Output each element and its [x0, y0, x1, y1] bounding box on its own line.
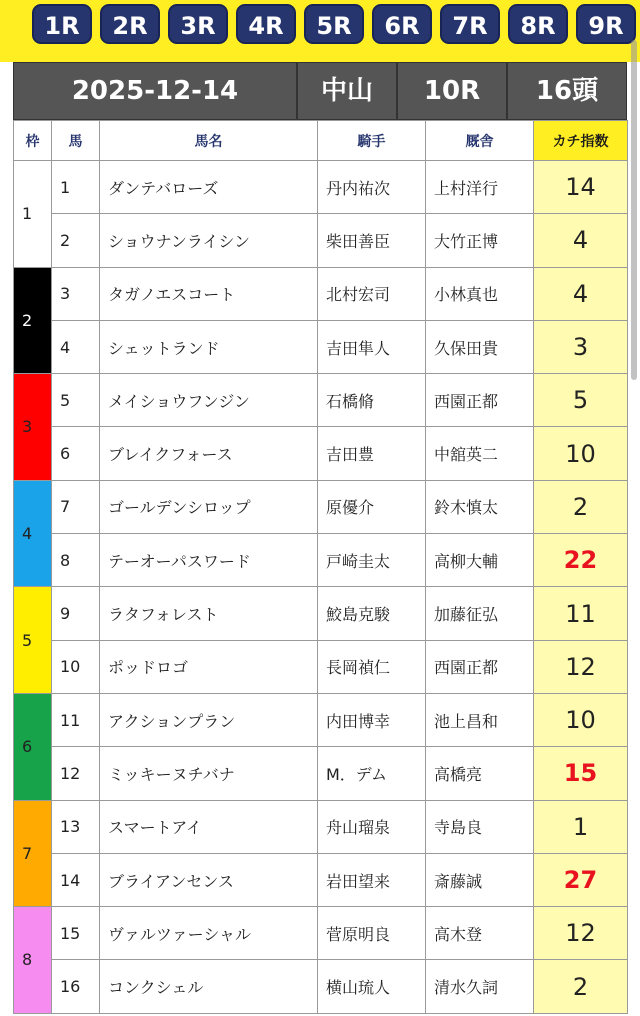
- stable-name: 加藤征弘: [426, 587, 534, 640]
- horse-name: ショウナンライシン: [100, 214, 318, 267]
- jockey-name: 鮫島克駿: [318, 587, 426, 640]
- kachi-index: 15: [534, 747, 628, 800]
- table-body: [14, 161, 628, 1014]
- horse-number: 4: [52, 320, 100, 373]
- jockey-name: 長岡禎仁: [318, 640, 426, 693]
- horse-name: ヴァルツァーシャル: [100, 907, 318, 960]
- kachi-index: 2: [534, 480, 628, 533]
- kachi-index: 4: [534, 214, 628, 267]
- frame-cell: 8: [14, 907, 52, 1014]
- kachi-index: 3: [534, 320, 628, 373]
- jockey-name: M．デム: [318, 747, 426, 800]
- table-row[interactable]: [14, 267, 628, 320]
- jockey-name: 丹内祐次: [318, 161, 426, 214]
- frame-cell: 2: [14, 267, 52, 374]
- col-horse-name: 馬名: [100, 121, 318, 161]
- race-date: 2025-12-14: [14, 63, 298, 119]
- col-horse-no: 馬: [52, 121, 100, 161]
- jockey-name: 柴田善臣: [318, 214, 426, 267]
- race-tab-bar: [0, 0, 640, 62]
- horse-number: 6: [52, 427, 100, 480]
- col-kachi-index: カチ指数: [534, 121, 628, 161]
- jockey-name: 北村宏司: [318, 267, 426, 320]
- kachi-index: 1: [534, 800, 628, 853]
- race-venue: 中山: [298, 63, 398, 119]
- race-number: 10R: [398, 63, 508, 119]
- col-frame: 枠: [14, 121, 52, 161]
- table-row[interactable]: [14, 693, 628, 746]
- horse-name: シェットランド: [100, 320, 318, 373]
- race-tab-7r[interactable]: 7R: [440, 4, 500, 44]
- horse-number: 16: [52, 960, 100, 1013]
- table-row[interactable]: [14, 480, 628, 533]
- stable-name: 池上昌和: [426, 693, 534, 746]
- horse-number: 5: [52, 374, 100, 427]
- horse-number: 12: [52, 747, 100, 800]
- race-card: [13, 62, 627, 1014]
- col-jockey: 騎手: [318, 121, 426, 161]
- race-tab-3r[interactable]: 3R: [168, 4, 228, 44]
- table-row[interactable]: [14, 320, 628, 373]
- horse-name: ラタフォレスト: [100, 587, 318, 640]
- scrollbar[interactable]: [631, 40, 637, 380]
- horse-number: 2: [52, 214, 100, 267]
- table-row[interactable]: [14, 853, 628, 906]
- jockey-name: 岩田望来: [318, 853, 426, 906]
- horse-number: 10: [52, 640, 100, 693]
- table-row[interactable]: [14, 427, 628, 480]
- jockey-name: 菅原明良: [318, 907, 426, 960]
- horse-number: 15: [52, 907, 100, 960]
- race-header: [13, 62, 627, 120]
- horse-name: ミッキーヌチバナ: [100, 747, 318, 800]
- jockey-name: 吉田豊: [318, 427, 426, 480]
- frame-cell: 1: [14, 161, 52, 268]
- horse-number: 8: [52, 534, 100, 587]
- stable-name: 高木登: [426, 907, 534, 960]
- kachi-index: 2: [534, 960, 628, 1013]
- horse-number: 7: [52, 480, 100, 533]
- horse-name: テーオーパスワード: [100, 534, 318, 587]
- horse-name: ブライアンセンス: [100, 853, 318, 906]
- horse-name: アクションプラン: [100, 693, 318, 746]
- jockey-name: 内田博幸: [318, 693, 426, 746]
- table-row[interactable]: [14, 747, 628, 800]
- horse-number: 11: [52, 693, 100, 746]
- stable-name: 清水久詞: [426, 960, 534, 1013]
- stable-name: 中舘英二: [426, 427, 534, 480]
- kachi-index: 10: [534, 427, 628, 480]
- race-tab-9r[interactable]: 9R: [576, 4, 636, 44]
- jockey-name: 舟山瑠泉: [318, 800, 426, 853]
- frame-cell: 7: [14, 800, 52, 907]
- table-row[interactable]: [14, 374, 628, 427]
- frame-cell: 4: [14, 480, 52, 587]
- stable-name: 高柳大輔: [426, 534, 534, 587]
- race-tab-8r[interactable]: 8R: [508, 4, 568, 44]
- race-tab-4r[interactable]: 4R: [236, 4, 296, 44]
- horse-name: スマートアイ: [100, 800, 318, 853]
- col-stable: 厩舎: [426, 121, 534, 161]
- horse-name: メイショウフンジン: [100, 374, 318, 427]
- horse-number: 3: [52, 267, 100, 320]
- stable-name: 西園正都: [426, 640, 534, 693]
- frame-cell: 5: [14, 587, 52, 694]
- kachi-index: 4: [534, 267, 628, 320]
- stable-name: 高橋亮: [426, 747, 534, 800]
- race-tab-5r[interactable]: 5R: [304, 4, 364, 44]
- table-row[interactable]: [14, 587, 628, 640]
- horse-number: 1: [52, 161, 100, 214]
- horse-name: ダンテバローズ: [100, 161, 318, 214]
- stable-name: 久保田貴: [426, 320, 534, 373]
- frame-cell: 6: [14, 693, 52, 800]
- kachi-index: 5: [534, 374, 628, 427]
- jockey-name: 吉田隼人: [318, 320, 426, 373]
- stable-name: 大竹正博: [426, 214, 534, 267]
- horse-name: ゴールデンシロップ: [100, 480, 318, 533]
- jockey-name: 横山琉人: [318, 960, 426, 1013]
- jockey-name: 戸崎圭太: [318, 534, 426, 587]
- kachi-index: 27: [534, 853, 628, 906]
- horse-name: ブレイクフォース: [100, 427, 318, 480]
- horse-number: 9: [52, 587, 100, 640]
- race-tab-1r[interactable]: 1R: [32, 4, 92, 44]
- kachi-index: 12: [534, 640, 628, 693]
- race-tab-2r[interactable]: 2R: [100, 4, 160, 44]
- stable-name: 西園正都: [426, 374, 534, 427]
- table-row[interactable]: [14, 214, 628, 267]
- table-row[interactable]: [14, 960, 628, 1013]
- runner-count: 16頭: [535, 76, 599, 106]
- table-row[interactable]: [14, 161, 628, 214]
- table-row[interactable]: [14, 640, 628, 693]
- kachi-index: 11: [534, 587, 628, 640]
- horse-table: [13, 120, 628, 1014]
- stable-name: 上村洋行: [426, 161, 534, 214]
- stable-name: 小林真也: [426, 267, 534, 320]
- frame-cell: 3: [14, 374, 52, 481]
- horse-name: コンクシェル: [100, 960, 318, 1013]
- stable-name: 斎藤誠: [426, 853, 534, 906]
- stable-name: 鈴木慎太: [426, 480, 534, 533]
- kachi-index: 10: [534, 693, 628, 746]
- kachi-index: 22: [534, 534, 628, 587]
- horse-name: ポッドロゴ: [100, 640, 318, 693]
- table-header-row: [14, 121, 628, 161]
- table-row[interactable]: [14, 800, 628, 853]
- table-row[interactable]: [14, 534, 628, 587]
- jockey-name: 原優介: [318, 480, 426, 533]
- table-row[interactable]: [14, 907, 628, 960]
- horse-number: 13: [52, 800, 100, 853]
- kachi-index: 14: [534, 161, 628, 214]
- horse-number: 14: [52, 853, 100, 906]
- horse-name: タガノエスコート: [100, 267, 318, 320]
- kachi-index: 12: [534, 907, 628, 960]
- race-tab-6r[interactable]: 6R: [372, 4, 432, 44]
- stable-name: 寺島良: [426, 800, 534, 853]
- jockey-name: 石橋脩: [318, 374, 426, 427]
